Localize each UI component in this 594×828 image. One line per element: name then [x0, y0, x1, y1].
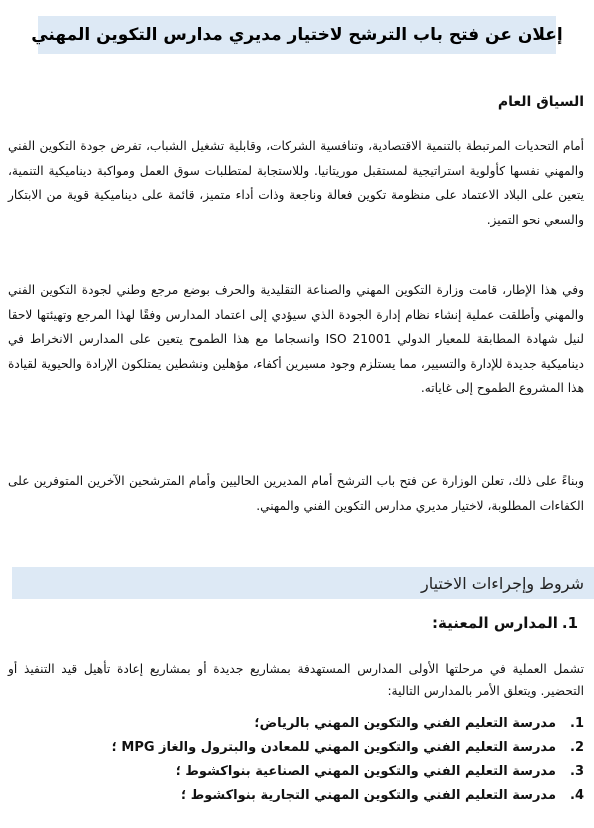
subsection-number: 1. — [561, 614, 578, 632]
schools-intro-paragraph: تشمل العملية في مرحلتها الأولى المدارس المستهدفة بمشاريع جديدة أو بمشاريع إعادة تأهيل قيد التنفيذ أو التحضير. ويتعلق الأمر بالمدارس التالية: — [8, 662, 584, 698]
context-paragraph-1: أمام التحديات المرتبطة بالتنمية الاقتصادية، وتنافسية الشركات، وقابلية تشغيل الشباب، تفرض جودة التكوين الفني والمهني نفسها كأولوية استراتيجية لمستقبل موريتانيا. وللاستجابة لمتطلبات سوق العمل ومواكبة ديناميكية التنمية، يتعين على البلاد الاعتماد على منظومة تكوين فعالة وناجعة وذات أداء متميز، قائمة على ديناميكية قوية من الابتكار والسعي نحو التميز. — [8, 139, 584, 227]
document-title: إعلان عن فتح باب الترشح لاختيار مديري مدارس التكوين المهني — [31, 25, 563, 45]
context-paragraph-2: وفي هذا الإطار، قامت وزارة التكوين المهني والصناعة التقليدية والحرف بوضع مرجع وطني لجودة التكوين الفني والمهني وأطلقت عملية إنشاء نظام إدارة الجودة الذي سيؤدي إلى اعتماد المدارس وفقًا لهذا المرجع وتهيئتها لاحقا لنيل شهادة المطابقة للمعيار الدولي ISO 21001 وانسجاما مع هذا الطموح يتعين على المدارس الانخراط في ديناميكية جديدة للإدارة والتسيير، مما يستلزم وجود مسيرين أكفاء، مؤهلين ونشطين يمتلكون الإرادة والحيوية لقيادة هذا المشروع الطموح إلى غاياته. — [8, 283, 584, 395]
list-item-number: 2. — [570, 740, 584, 755]
list-item — [112, 784, 584, 808]
list-item-text: مدرسة التعليم الفني والتكوين المهني الصناعية بنواكشوط ؛ — [175, 764, 556, 779]
list-item — [112, 760, 584, 784]
context-heading: السياق العام — [497, 94, 584, 110]
schools-list — [112, 712, 584, 808]
subsection-heading — [432, 614, 578, 632]
list-item — [112, 712, 584, 736]
conditions-banner — [12, 567, 594, 599]
list-item-text: مدرسة التعليم الفني والتكوين المهني بالرياض؛ — [254, 716, 556, 731]
list-item-number: 1. — [570, 716, 584, 731]
list-item-text: مدرسة التعليم الفني والتكوين المهني التجارية بنواكشوط ؛ — [180, 788, 556, 803]
conditions-heading: شروط وإجراءات الاختيار — [420, 573, 584, 593]
list-item-number: 4. — [570, 788, 584, 803]
list-item — [112, 736, 584, 760]
subsection-label: المدارس المعنية: — [432, 614, 558, 632]
list-item-text: مدرسة التعليم الفني والتكوين المهني للمعادن والبترول والغاز MPG ؛ — [111, 740, 556, 755]
title-banner — [31, 16, 563, 54]
list-item-number: 3. — [570, 764, 584, 779]
announcement-paragraph: وبناءً على ذلك، تعلن الوزارة عن فتح باب الترشح أمام المديرين الحاليين وأمام المترشحين الآخرين المتوفرين على الكفاءات المطلوبة، لاختيار مديري مدارس التكوين الفني والمهني. — [8, 474, 584, 513]
